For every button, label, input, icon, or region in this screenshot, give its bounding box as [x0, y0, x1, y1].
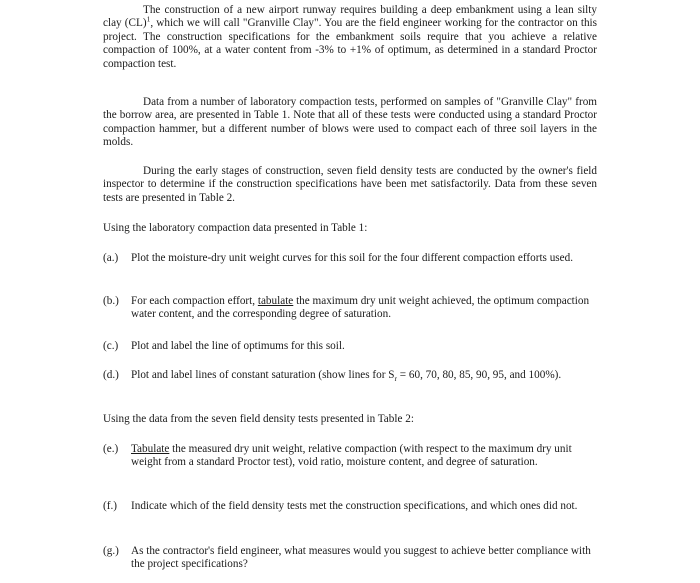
footnote-marker: 1 [146, 14, 151, 24]
question-d-sub: r [394, 374, 397, 384]
question-e-post: the measured dry unit weight, relative compaction (with respect to the maximum dry unit weight from a standard Proctor test), void ratio, moisture content, and degree of saturation. [131, 443, 572, 469]
paragraph-intro [103, 4, 597, 71]
question-b-underlined: tabulate [257, 295, 294, 307]
question-d-label: (d.) [103, 369, 119, 381]
question-d [103, 369, 597, 382]
paragraph-lab-data: Data from a number of laboratory compaction tests, performed on samples of "Granville Clay" from the borrow area, are presented in Table 1. Note that all of these tests were conducted using a standard Proctor compaction hammer, but a different number of blows were used to compact each of three soil layers in the molds. [103, 96, 597, 149]
question-b [103, 295, 597, 322]
intro-text-b: , which we will call "Granville Clay". You are the field engineer working for the contractor on this project. The construction specifications for the embankment soils require that you achieve a relative compaction of 100%, at a water content from -3% to +1% of optimum, as determined in a standard Proctor compaction test. [103, 17, 597, 70]
question-c [103, 340, 597, 353]
question-d-text [131, 369, 597, 382]
question-e-underlined: Tabulate [131, 443, 170, 455]
question-f [103, 500, 597, 513]
lead-table2: Using the data from the seven field density tests presented in Table 2: [103, 413, 414, 425]
question-d-pre: Plot and label lines of constant saturation (show lines for S [131, 369, 395, 381]
question-g-label: (g.) [103, 545, 119, 557]
question-b-text [131, 295, 597, 322]
question-g [103, 545, 597, 572]
paragraph-field-data: During the early stages of construction, seven field density tests are conducted by the owner's field inspector to determine if the construction specifications have been met satisfactorily. Data from these seven tests are presented in Table 2. [103, 165, 597, 204]
intro-text-a: The construction of a new airport runway requires building a deep embankment using a lean silty clay (CL) [103, 4, 597, 30]
question-f-text: Indicate which of the field density tests met the construction specifications, and which ones did not. [131, 500, 578, 512]
lead-table1: Using the laboratory compaction data presented in Table 1: [103, 222, 368, 234]
question-b-label: (b.) [103, 295, 119, 307]
question-a-label: (a.) [103, 252, 119, 264]
question-e [103, 443, 597, 470]
question-c-text: Plot and label the line of optimums for this soil. [131, 340, 345, 352]
question-d-post: = 60, 70, 80, 85, 90, 95, and 100%). [397, 369, 562, 381]
question-e-text [131, 443, 597, 470]
question-c-label: (c.) [103, 340, 119, 352]
question-e-label: (e.) [103, 443, 119, 455]
question-b-pre: For each compaction effort, [131, 295, 258, 307]
question-g-text: As the contractor's field engineer, what measures would you suggest to achieve better compliance with the project specifications? [131, 545, 591, 571]
question-f-label: (f.) [103, 500, 117, 512]
question-b-post: the maximum dry unit weight achieved, the optimum compaction water content, and the corresponding degree of saturation. [131, 295, 590, 321]
question-a-text: Plot the moisture-dry unit weight curves for this soil for the four different compaction efforts used. [131, 252, 574, 264]
question-a [103, 252, 597, 265]
